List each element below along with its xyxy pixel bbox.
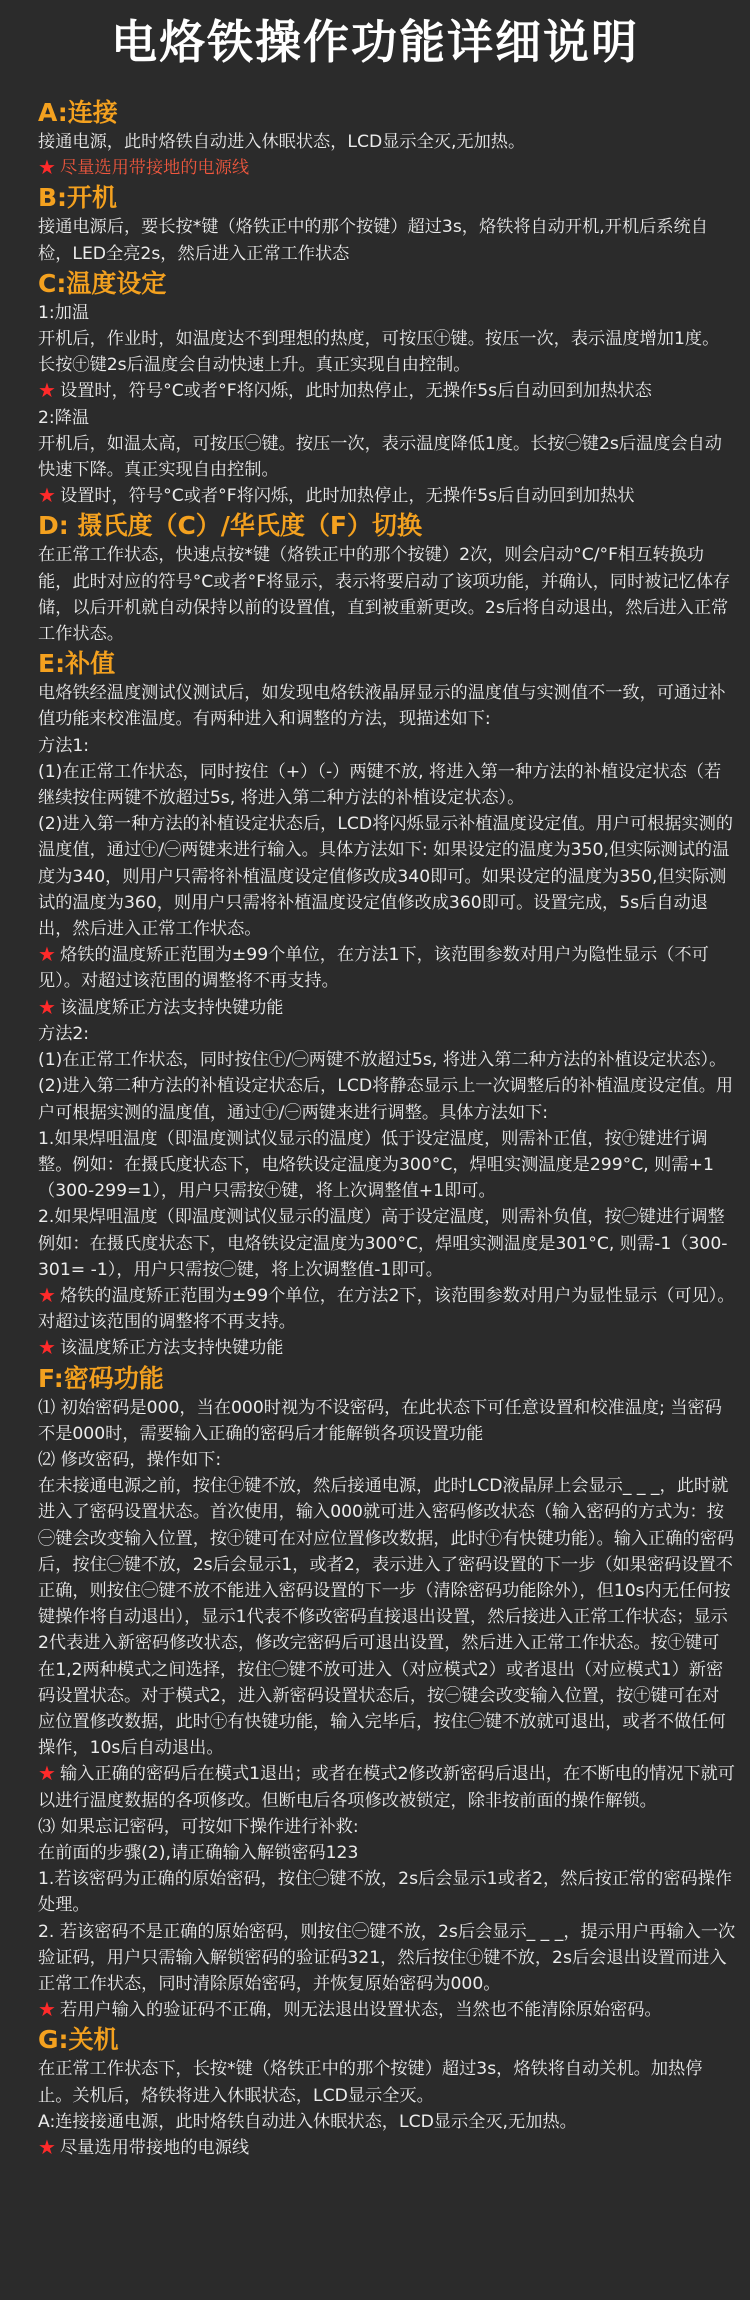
section-e-m2-step1: (1)在正常工作状态，同时按住㊉/㊀两键不放超过5s, 将进入第二种方法的补植设定状态）。 <box>38 1050 727 1071</box>
section-f-note1 <box>38 1761 750 1813</box>
section-f-item2-detail: 在未接通电源之前，按住㊉键不放，然后接通电源，此时LCD液晶屏上会显示_ _ _，此时就进入了密码设置状态。首次使用，输入000就可进入密码修改状态（输入密码的方式为：按㊀键会改变输入位置，按㊉键可在对应位置修改数据，此时㊉有快键功能）。输入正确的密码后，按住㊀键不放，2s后会显示1，或者2，表示进入了密码设置的下一步（如果密码设置不正确，则按住㊀键不放不能进入密码设置的下一步（清除密码功能除外），但10s内无任何按键操作将自动退出），显示1代表不修改密码直接退出设置，然后接进入正常工作状态；显示2代表进入新密码修改状态，修改完密码后可退出设置，然后进入正常工作状态。按㊉键可在1,2两种模式之间选择，按住㊀键不放可进入（对应模式2）或者退出（对应模式1）新密码设置状态。对于模式2，进入新密码设置状态后，按㊀键会改变输入位置，按㊉键可在对应位置修改数据，此时㊉有快键功能，输入完毕后，按住㊀键不放就可退出，或者不做任何操作，10s后自动退出。 <box>38 1476 735 1759</box>
star-icon: ★ <box>38 378 56 403</box>
star-icon: ★ <box>38 1335 56 1360</box>
section-e-note1 <box>38 942 750 994</box>
star-icon: ★ <box>38 994 56 1019</box>
section-d-text: 在正常工作状态，快速点按*键（烙铁正中的那个按键）2次，则会启动°C/°F相互转换功能，此时对应的符号°C或者°F将显示，表示将要启动了该项功能，并确认，同时被记忆体存储，以后开机就自动保持以前的设置值，直到被重新更改。2s后将自动退出，然后进入正常工作状态。 <box>38 545 731 645</box>
section-e-note4 <box>38 1335 750 1361</box>
note-text: 烙铁的温度矫正范围为±99个单位，在方法2下，该范围参数对用户为显性显示（可见）。对超过该范围的调整将不再支持。 <box>38 1285 735 1333</box>
section-c-sub2: 2:降温 <box>38 407 90 428</box>
section-g-heading: G:关机 <box>38 2025 119 2055</box>
star-icon: ★ <box>38 1997 56 2022</box>
section-b-text: 接通电源后，要长按*键（烙铁正中的那个按键）超过3s，烙铁将自动开机,开机后系统自检，LED全亮2s，然后进入正常工作状态 <box>38 217 708 264</box>
section-e-heading: E:补值 <box>38 649 116 679</box>
star-icon: ★ <box>38 1282 56 1307</box>
note-text: 设置时，符号°C或者°F将闪烁，此时加热停止，无操作5s后自动回到加热状态 <box>60 381 652 402</box>
section-f-heading: F:密码功能 <box>38 1363 164 1393</box>
section-e-method2: 方法2: <box>38 1023 90 1044</box>
section-c-note1 <box>38 378 750 404</box>
section-g-text2: A:连接接通电源，此时烙铁自动进入休眠状态，LCD显示全灭,无加热。 <box>38 2111 577 2132</box>
note-text: 尽量选用带接地的电源线 <box>60 2138 250 2159</box>
section-f-item3: ⑶ 如果忘记密码，可按如下操作进行补救: <box>38 1816 359 1837</box>
note-text: 该温度矫正方法支持快键功能 <box>60 997 284 1018</box>
section-f-item3-case2: 2. 若该密码不是正确的原始密码，则按住㊀键不放，2s后会显示_ _ _，提示用户再输入一次验证码，用户只需输入解锁密码的验证码321，然后按住㊉键不放，2s后会退出设置而进入正常工作状态，同时清除原始密码，并恢复原始密码为000。 <box>38 1921 736 1994</box>
note-text: 烙铁的温度矫正范围为±99个单位，在方法1下，该范围参数对用户为隐性显示（不可见）。对超过该范围的调整将不再支持。 <box>38 945 709 992</box>
section-e-m1-step1: (1)在正常工作状态，同时按住（+）（-）两键不放, 将进入第一种方法的补植设定状态（若继续按住两键不放超过5s, 将进入第二种方法的补植设定状态）。 <box>38 761 722 809</box>
star-icon: ★ <box>38 942 56 967</box>
star-icon: ★ <box>38 155 56 180</box>
section-f-item3-step: 在前面的步骤(2),请正确输入解锁密码123 <box>38 1842 359 1863</box>
note-text: 输入正确的密码后在模式1退出；或者在模式2修改新密码后退出，在不断电的情况下就可以进行温度数据的各项修改。但断电后各项修改被锁定，除非按前面的操作解锁。 <box>38 1764 735 1811</box>
section-f-item1: ⑴ 初始密码是000，当在000时视为不设密码，在此状态下可任意设置和校准温度; 当密码不是000时，需要输入正确的密码后才能解锁各项设置功能 <box>38 1397 722 1444</box>
section-c-heading: C:温度设定 <box>38 268 167 298</box>
section-a-note <box>38 155 750 181</box>
section-c-sub1: 1:加温 <box>38 302 90 323</box>
note-text: 设置时，符号°C或者°F将闪烁，此时加热停止，无操作5s后自动回到加热状 <box>60 486 635 507</box>
section-c-note2 <box>38 483 750 509</box>
note-text: 该温度矫正方法支持快键功能 <box>60 1338 284 1359</box>
section-a-text: 接通电源，此时烙铁自动进入休眠状态，LCD显示全灭,无加热。 <box>38 132 526 152</box>
section-e-m2-case1: 1.如果焊咀温度（即温度测试仪显示的温度）低于设定温度，则需补正值，按㊉键进行调整。例如：在摄氏度状态下，电烙铁设定温度为300°C，焊咀实测温度是299°C, 则需+1（300-299=1），用户只需按㊉键，将上次调整值+1即可。 <box>38 1128 714 1202</box>
section-b-heading: B:开机 <box>38 183 118 213</box>
star-icon: ★ <box>38 483 56 508</box>
section-g-text1: 在正常工作状态下，长按*键（烙铁正中的那个按键）超过3s，烙铁将自动关机。加热停止。关机后，烙铁将进入休眠状态，LCD显示全灭。 <box>38 2059 703 2106</box>
page-title: 电烙铁操作功能详细说明 <box>111 15 639 69</box>
section-e-note2 <box>38 995 750 1021</box>
section-e-m2-step2: (2)进入第二种方法的补植设定状态后，LCD将静态显示上一次调整后的补植温度设定值。用户可根据实测的温度值，通过㊉/㊀两键来进行调整。具体方法如下: <box>38 1076 734 1123</box>
section-f-note2 <box>38 1997 750 2023</box>
section-f-item3-case1: 1.若该密码为正确的原始密码，按住㊀键不放，2s后会显示1或者2，然后按正常的密码操作处理。 <box>38 1869 733 1916</box>
section-c-text2: 开机后，如温太高，可按压㊀键。按压一次，表示温度降低1度。长按㊀键2s后温度会自动快速下降。真正实现自由控制。 <box>38 433 722 481</box>
section-e-intro: 电烙铁经温度测试仪测试后，如发现电烙铁液晶屏显示的温度值与实测值不一致，可通过补值功能来校准温度。有两种进入和调整的方法，现描述如下: <box>38 683 726 730</box>
section-a-heading: A:连接 <box>38 98 118 127</box>
star-icon: ★ <box>38 1761 56 1786</box>
note-text: 若用户输入的验证码不正确，则无法退出设置状态，当然也不能清除原始密码。 <box>60 2000 662 2021</box>
section-f-item2: ⑵ 修改密码，操作如下: <box>38 1449 222 1470</box>
section-d-heading: D: 摄氏度（C）/华氏度（F）切换 <box>38 511 423 541</box>
star-icon: ★ <box>38 2135 56 2160</box>
note-text: 尽量选用带接地的电源线 <box>60 158 250 179</box>
section-g-note <box>38 2135 750 2161</box>
section-e-m1-step2: (2)进入第一种方法的补植设定状态后，LCD将闪烁显示补植温度设定值。用户可根据实测的温度值，通过㊉/㊀两键来进行输入。具体方法如下: 如果设定的温度为350,但实际测试的温度为340，则用户只需将补植温度设定值修改成340即可。如果设定的温度为350,但实际测试的温度为360，则用户只需将补植温度设定值修改成360即可。设置完成，5s后自动退出，然后进入正常工作状态。 <box>38 814 734 940</box>
section-e-note3 <box>38 1283 750 1335</box>
section-e-m2-case2: 2.如果焊咀温度（即温度测试仪显示的温度）高于设定温度，则需补负值，按㊀键进行调整例如：在摄氏度状态下，电烙铁设定温度为300°C，焊咀实测温度是301°C, 则需-1（300-301= -1），用户只需按㊀键，将上次调整值-1即可。 <box>38 1207 728 1280</box>
section-c-text1: 开机后，作业时，如温度达不到理想的热度，可按压㊉键。按压一次，表示温度增加1度。长按㊉键2s后温度会自动快速上升。真正实现自由控制。 <box>38 329 720 376</box>
section-e-method1: 方法1: <box>38 735 90 756</box>
